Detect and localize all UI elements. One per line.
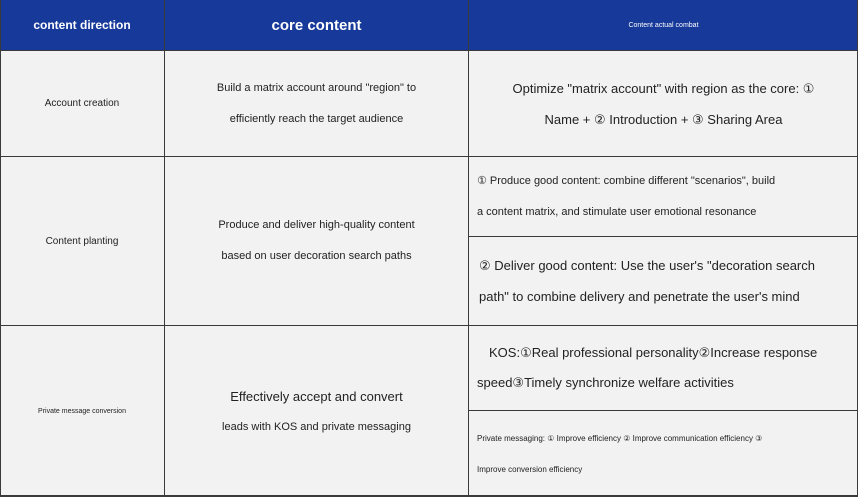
grid-line-col2 — [468, 0, 469, 497]
row2-combat2-line2: path" to combine delivery and penetrate the user's mind — [479, 289, 800, 304]
row3-direction-cell — [0, 326, 164, 497]
row2-core-line1: Produce and deliver high-quality content — [218, 219, 415, 231]
header-core-content: core content — [165, 0, 468, 50]
row1-combat-line2: Name + ② Introduction + ③ Sharing Area — [544, 111, 783, 127]
row3-combat1-line1: KOS:①Real professional personality②Increase response — [489, 345, 818, 360]
grid-line-header-bottom — [0, 50, 858, 51]
row1-core-cell — [165, 51, 468, 156]
row2-core-line2: based on user decoration search paths — [221, 250, 412, 262]
row1-core-line1: Build a matrix account around "region" to — [216, 81, 417, 94]
row1-combat-line1: Optimize "matrix account" with region as the core: ① — [512, 80, 815, 96]
row2-core-cell — [165, 157, 468, 325]
row3-core-line1: Effectively accept and convert — [230, 388, 403, 404]
row1-core-line2: efficiently reach the target audience — [229, 112, 404, 125]
row3-combat1-line2: speed③Timely synchronize welfare activities — [477, 375, 734, 390]
row2-direction-cell — [0, 157, 164, 325]
row2-combat-cell-2 — [469, 237, 858, 325]
row3-combat-cell-1 — [469, 326, 858, 410]
row3-combat-cell-2 — [469, 411, 858, 497]
grid-line-col1 — [164, 0, 165, 497]
row2-combat-cell-1 — [469, 157, 858, 236]
grid-line-row2-bottom — [0, 325, 858, 326]
row1-combat-cell — [469, 51, 858, 156]
row3-combat2-line1: Private messaging: ① Improve efficiency ② Improve communication efficiency ③ — [477, 434, 763, 443]
row1-direction-cell — [0, 51, 164, 156]
row3-core-line2: leads with KOS and private messaging — [222, 420, 411, 433]
row3-core-cell — [165, 326, 468, 497]
grid-line-row1-bottom — [0, 156, 858, 157]
header-content-direction: content direction — [0, 0, 164, 50]
row2-combat1-line2: a content matrix, and stimulate user emotional resonance — [477, 205, 757, 218]
grid-line-left — [0, 0, 1, 497]
grid-line-row3-split — [469, 410, 858, 411]
row1-direction: Account creation — [44, 98, 120, 109]
row2-direction: Content planting — [45, 235, 119, 247]
header-content-actual-combat: Content actual combat — [469, 0, 858, 50]
row2-combat2-line1: ② Deliver good content: Use the user's "decoration search — [479, 258, 815, 273]
row2-combat1-line1: ① Produce good content: combine different "scenarios", build — [477, 174, 776, 187]
row3-combat2-line2: Improve conversion efficiency — [477, 465, 583, 474]
row3-direction: Private message conversion — [38, 408, 126, 415]
grid-line-row2-split — [469, 236, 858, 237]
